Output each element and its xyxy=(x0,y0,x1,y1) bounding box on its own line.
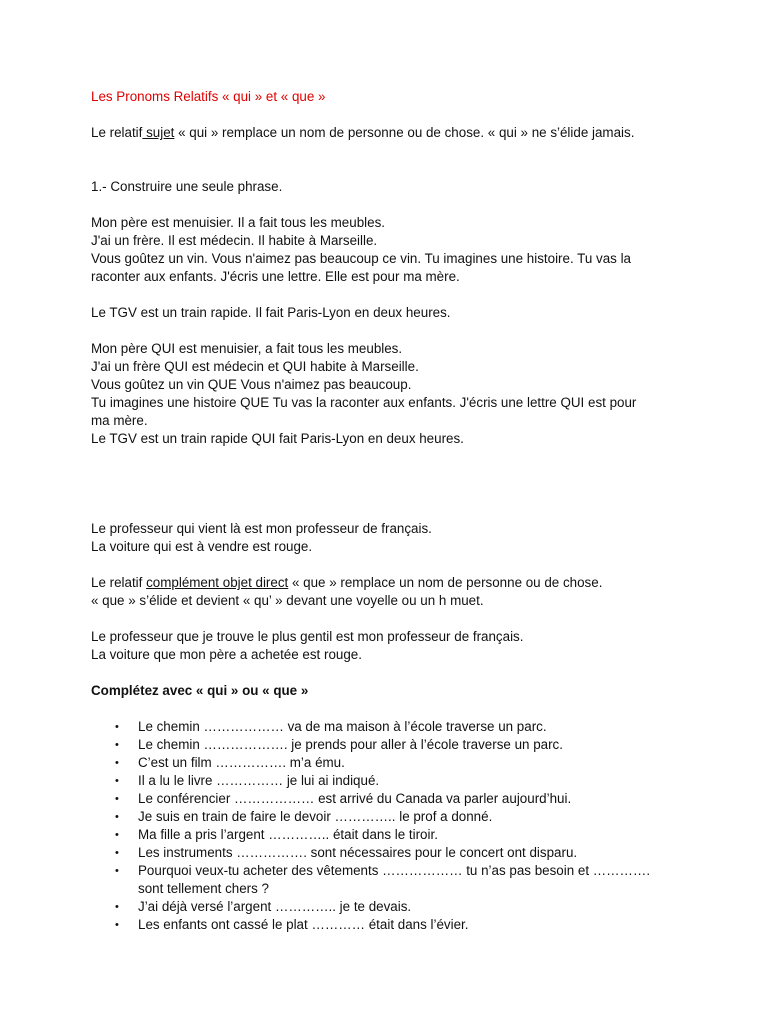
list-item xyxy=(91,718,691,736)
cod-underlined-term: complément objet direct xyxy=(146,575,289,590)
spacer xyxy=(91,700,691,718)
list-item-text: Les enfants ont cassé le plat ………… était dans l’évier. xyxy=(138,917,469,932)
list-item-text: Ma fille a pris l’argent ………….. était dans le tiroir. xyxy=(138,827,438,842)
answer-line: Vous goûtez un vin QUE Vous n'aimez pas beaucoup. xyxy=(91,377,412,392)
list-item-text: Les instruments ……………. sont nécessaires pour le concert ont disparu. xyxy=(138,845,578,860)
answer-line: Tu imagines une histoire QUE Tu vas la raconter aux enfants. J'écris une lettre QUI est pour xyxy=(91,395,637,410)
answer-line: J'ai un frère QUI est médecin et QUI habite à Marseille. xyxy=(91,359,419,374)
bullet-icon: • xyxy=(115,829,119,841)
document-title: Les Pronoms Relatifs « qui » et « que » xyxy=(91,89,326,104)
list-item xyxy=(91,736,691,754)
exercise1-line: raconter aux enfants. J'écris une lettre. Elle est pour ma mère. xyxy=(91,269,460,284)
list-item-text: C’est un film ……………. m’a ému. xyxy=(138,755,345,770)
cod-line-2: « que » s’élide et devient « qu’ » devant une voyelle ou un h muet. xyxy=(91,593,484,608)
answer-line: ma mère. xyxy=(91,413,148,428)
list-item-text: Je suis en train de faire le devoir ………….. le prof a donné. xyxy=(138,809,493,824)
list-item xyxy=(91,754,691,772)
document-page xyxy=(91,88,691,934)
bullet-icon: • xyxy=(115,721,119,733)
exercise1-line: Vous goûtez un vin. Vous n'aimez pas beaucoup ce vin. Tu imagines une histoire. Tu vas la xyxy=(91,251,631,266)
spacer xyxy=(91,610,691,628)
exercise1-sentences xyxy=(91,214,691,286)
list-item xyxy=(91,808,691,826)
bullet-icon: • xyxy=(115,901,119,913)
example-line: La voiture qui est à vendre est rouge. xyxy=(91,539,313,554)
spacer xyxy=(91,142,691,178)
spacer xyxy=(91,448,691,520)
tgv-sentence: Le TGV est un train rapide. Il fait Paris-Lyon en deux heures. xyxy=(91,305,451,320)
bullet-icon: • xyxy=(115,865,119,877)
spacer xyxy=(91,322,691,340)
bullet-icon: • xyxy=(115,847,119,859)
answer-line: Mon père QUI est menuisier, a fait tous les meubles. xyxy=(91,341,403,356)
list-item xyxy=(91,916,691,934)
answer-line: Le TGV est un train rapide QUI fait Paris-Lyon en deux heures. xyxy=(91,431,464,446)
cod-pre: Le relatif xyxy=(91,575,147,590)
exercise1-title: 1.- Construire une seule phrase. xyxy=(91,179,283,194)
bullet-icon: • xyxy=(115,775,119,787)
spacer xyxy=(91,196,691,214)
cod-paragraph xyxy=(91,574,691,610)
list-item-text: Le chemin ………………. je prends pour aller à l’école traverse un parc. xyxy=(138,737,563,752)
spacer xyxy=(91,106,691,124)
bullet-icon: • xyxy=(115,811,119,823)
bullet-icon: • xyxy=(115,739,119,751)
exercise2-list xyxy=(91,718,691,934)
intro-post: « qui » remplace un nom de personne ou de chose. « qui » ne s’élide jamais. xyxy=(174,125,635,140)
exercise2-title: Complétez avec « qui » ou « que » xyxy=(91,683,309,698)
example-line: La voiture que mon père a achetée est rouge. xyxy=(91,647,362,662)
list-item xyxy=(91,898,691,916)
list-item-text: Il a lu le livre …………… je lui ai indiqué. xyxy=(138,773,380,788)
bullet-icon: • xyxy=(115,919,119,931)
exercise1-line: Mon père est menuisier. Il a fait tous les meubles. xyxy=(91,215,385,230)
spacer xyxy=(91,286,691,304)
cod-line-1 xyxy=(91,574,691,592)
list-item-text: Pourquoi veux-tu acheter des vêtements ……………… tu n’as pas besoin et …………. sont tellement chers ? xyxy=(138,863,651,896)
intro-paragraph xyxy=(91,124,691,142)
spacer xyxy=(91,556,691,574)
cod-post: « que » remplace un nom de personne ou de chose. xyxy=(288,575,603,590)
answers-block xyxy=(91,340,691,448)
list-item xyxy=(91,790,691,808)
bullet-icon: • xyxy=(115,793,119,805)
bullet-icon: • xyxy=(115,757,119,769)
examples-qui xyxy=(91,520,691,556)
list-item xyxy=(91,826,691,844)
exercise1-line: J'ai un frère. Il est médecin. Il habite à Marseille. xyxy=(91,233,378,248)
list-item-text: Le conférencier ……………… est arrivé du Canada va parler aujourd’hui. xyxy=(138,791,572,806)
examples-que xyxy=(91,628,691,664)
list-item-text: J’ai déjà versé l’argent ………….. je te devais. xyxy=(138,899,412,914)
intro-pre: Le relatif xyxy=(91,125,143,140)
spacer xyxy=(91,664,691,682)
example-line: Le professeur que je trouve le plus gentil est mon professeur de français. xyxy=(91,629,524,644)
list-item-text: Le chemin ……………… va de ma maison à l’école traverse un parc. xyxy=(138,719,547,734)
intro-underlined-term: sujet xyxy=(142,125,175,140)
list-item xyxy=(91,844,691,862)
list-item xyxy=(91,772,691,790)
example-line: Le professeur qui vient là est mon professeur de français. xyxy=(91,521,432,536)
list-item xyxy=(91,862,691,898)
